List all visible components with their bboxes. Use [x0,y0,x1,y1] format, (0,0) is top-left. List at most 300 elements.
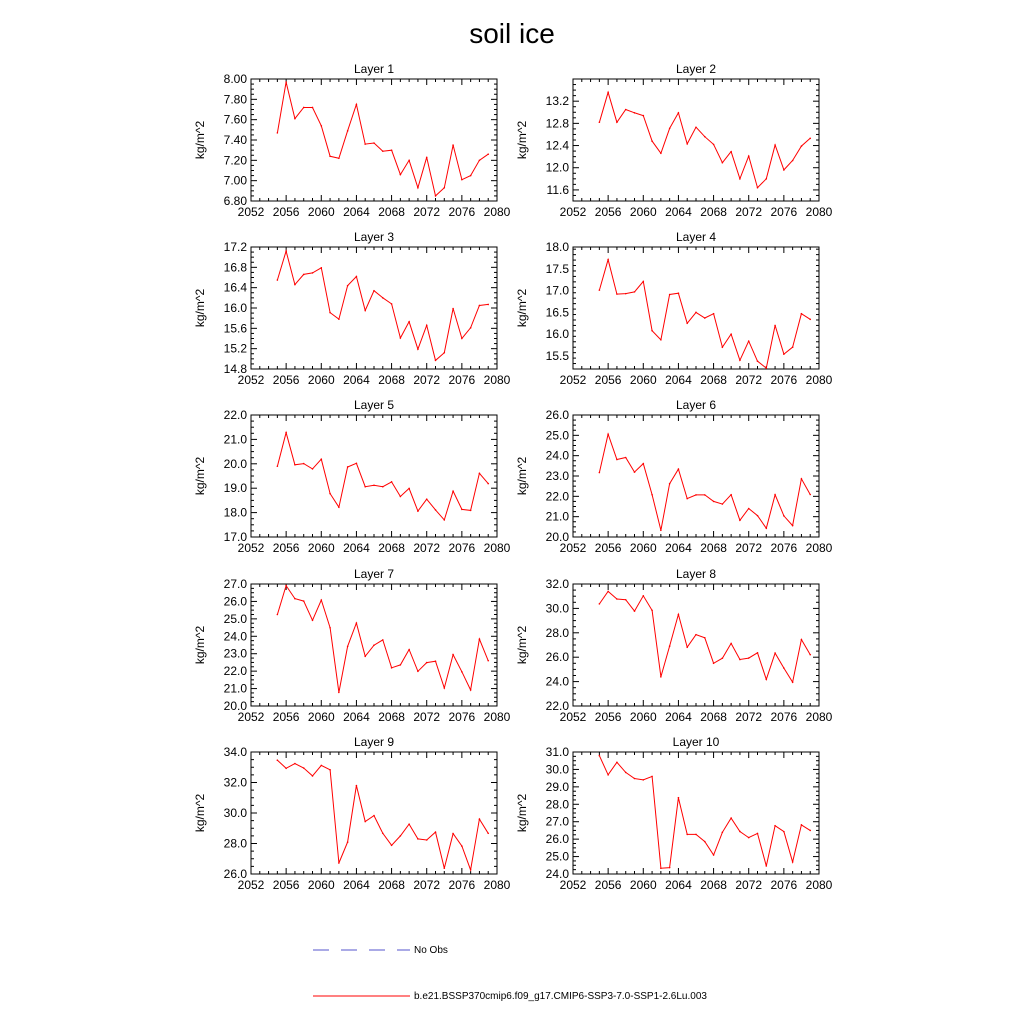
data-point [294,118,296,120]
data-point [461,509,463,511]
data-point [285,81,287,83]
y-tick-label: 23.0 [223,646,247,661]
data-point [312,272,314,274]
data-point [801,824,803,826]
data-point [686,498,688,500]
x-tick-label: 2056 [272,710,300,724]
x-tick-label: 2080 [483,878,511,892]
data-point [678,614,680,616]
data-point [713,501,715,503]
x-tick-label: 2072 [413,541,441,555]
y-tick-label: 12.4 [545,138,569,153]
x-tick-label: 2060 [307,710,335,724]
data-point [400,664,402,666]
x-tick-label: 2072 [413,878,441,892]
data-point [356,104,358,106]
data-point [303,767,305,769]
data-point [417,187,419,189]
data-point [470,689,472,691]
x-tick-label: 2056 [272,878,300,892]
data-point [722,162,724,164]
plot-frame [251,247,497,369]
x-tick-label: 2068 [700,878,727,892]
data-point [757,652,759,654]
plot-frame [573,415,819,537]
data-point [757,833,759,835]
panel-title: Layer 3 [353,230,395,244]
series-line [277,251,488,360]
data-point [599,755,601,757]
data-point [801,478,803,480]
data-point [730,151,732,153]
x-tick-label: 2072 [735,541,763,555]
x-tick-label: 2052 [237,541,265,555]
panel-title: Layer 1 [353,62,395,76]
data-point [765,178,767,180]
y-tick-label: 17.0 [223,530,247,544]
x-tick-label: 2056 [272,205,300,219]
plot-frame [251,79,497,201]
data-point [660,867,662,869]
data-point [792,160,794,162]
x-tick-label: 2064 [343,878,370,892]
data-point [382,297,384,299]
data-point [713,663,715,665]
data-point [660,339,662,341]
y-tick-label: 17.2 [223,240,247,254]
data-point [599,603,601,605]
data-point [642,779,644,781]
data-point [391,303,393,305]
y-tick-label: 27.0 [545,814,569,829]
data-point [730,333,732,335]
data-point [470,327,472,329]
series-line [277,760,488,870]
data-point [329,312,331,314]
panel-layer-5 [193,398,511,555]
data-point [739,178,741,180]
x-tick-label: 2052 [559,710,587,724]
data-point [616,761,618,763]
data-point [277,132,279,134]
y-tick-label: 28.0 [545,797,569,812]
data-point [285,585,287,587]
y-tick-label: 28.0 [545,625,569,640]
y-axis-label: kg/m^2 [515,625,529,665]
panel-title: Layer 10 [672,735,720,749]
data-point [303,274,305,276]
y-tick-label: 27.0 [223,577,247,591]
data-point [765,679,767,681]
y-tick-label: 17.5 [545,261,569,276]
y-tick-label: 15.5 [545,348,569,363]
x-tick-label: 2072 [413,205,441,219]
y-tick-label: 32.0 [545,577,569,591]
data-point [765,527,767,529]
x-tick-label: 2068 [700,710,727,724]
data-point [783,831,785,833]
x-tick-label: 2052 [559,878,587,892]
data-point [686,143,688,145]
data-point [400,496,402,498]
data-point [678,292,680,294]
data-point [757,515,759,517]
y-tick-label: 20.0 [223,456,247,471]
panel-layer-6 [515,398,833,555]
data-point [669,867,671,869]
x-tick-label: 2056 [594,205,622,219]
data-point [809,138,811,140]
panel-title: Layer 6 [675,398,717,412]
data-point [320,125,322,127]
data-point [400,835,402,837]
x-tick-label: 2068 [378,710,405,724]
x-tick-label: 2064 [343,710,370,724]
data-point [722,832,724,834]
x-tick-label: 2076 [770,878,798,892]
x-tick-label: 2068 [700,373,727,387]
data-point [774,144,776,146]
panel-grid [193,62,833,892]
y-tick-label: 7.00 [223,173,247,188]
data-point [312,468,314,470]
data-point [792,346,794,348]
data-point [364,656,366,658]
data-point [686,646,688,648]
data-point [452,833,454,835]
y-tick-label: 22.0 [223,408,247,422]
panel-title: Layer 8 [675,567,717,581]
data-point [599,289,601,291]
y-tick-label: 18.0 [223,505,247,520]
x-tick-label: 2076 [448,373,476,387]
data-point [373,290,375,292]
x-tick-label: 2052 [559,205,587,219]
y-axis-label: kg/m^2 [193,120,207,160]
y-tick-label: 29.0 [545,779,569,794]
data-point [739,359,741,361]
x-tick-label: 2052 [237,373,265,387]
x-tick-label: 2060 [629,373,657,387]
data-point [417,510,419,512]
data-point [364,486,366,488]
data-point [607,774,609,776]
data-point [748,657,750,659]
data-point [809,319,811,321]
data-point [651,494,653,496]
x-tick-label: 2072 [413,373,441,387]
data-point [757,187,759,189]
x-tick-label: 2060 [307,205,335,219]
data-point [774,325,776,327]
data-point [426,324,428,326]
y-tick-label: 30.0 [545,601,569,616]
data-point [765,865,767,867]
data-point [382,832,384,834]
y-tick-label: 16.8 [223,260,247,275]
panel-title: Layer 5 [353,398,395,412]
data-point [651,140,653,142]
data-point [487,483,489,485]
x-tick-label: 2060 [307,541,335,555]
data-point [470,175,472,177]
data-point [443,867,445,869]
data-point [408,823,410,825]
y-tick-label: 20.0 [545,530,569,544]
data-point [338,692,340,694]
data-point [695,634,697,636]
x-tick-label: 2064 [665,878,692,892]
panel-layer-1 [193,62,511,219]
x-tick-label: 2076 [770,541,798,555]
x-tick-label: 2068 [700,541,727,555]
data-point [382,639,384,641]
data-point [748,155,750,157]
plot-frame [251,752,497,874]
data-point [329,493,331,495]
y-tick-label: 13.2 [545,94,569,109]
data-point [294,763,296,765]
x-tick-label: 2064 [665,205,692,219]
x-tick-label: 2080 [483,205,511,219]
y-tick-label: 26.0 [223,594,247,609]
x-tick-label: 2076 [448,878,476,892]
data-point [347,130,349,132]
data-point [391,481,393,483]
data-point [487,660,489,662]
y-tick-label: 19.0 [223,481,247,496]
data-point [461,845,463,847]
y-tick-label: 18.0 [545,240,569,254]
data-point [739,659,741,661]
data-point [320,599,322,601]
data-point [356,276,358,278]
data-point [713,144,715,146]
data-point [713,313,715,315]
data-point [660,153,662,155]
series-line [599,434,810,530]
data-point [382,486,384,488]
data-point [382,150,384,152]
data-point [338,862,340,864]
data-point [695,126,697,128]
y-tick-label: 22.0 [545,699,569,713]
data-point [765,367,767,369]
data-point [391,149,393,151]
data-point [320,765,322,767]
data-point [704,841,706,843]
series-line [599,591,810,682]
data-point [809,494,811,496]
y-tick-label: 24.0 [545,674,569,689]
legend-model-label: b.e21.BSSP370cmip6.f09_g17.CMIP6-SSP3-7.0-SSP1-2.6Lu.003 [414,991,707,1002]
data-point [599,472,601,474]
data-point [452,308,454,310]
data-point [792,861,794,863]
y-tick-label: 8.00 [223,72,247,86]
data-point [443,352,445,354]
data-point [277,465,279,467]
y-axis-label: kg/m^2 [193,288,207,328]
data-point [435,360,437,362]
data-point [634,778,636,780]
x-tick-label: 2072 [735,878,763,892]
series-line [277,586,488,693]
data-point [338,318,340,320]
data-point [347,841,349,843]
data-point [347,466,349,468]
x-tick-label: 2080 [483,373,511,387]
x-tick-label: 2076 [770,710,798,724]
x-tick-label: 2052 [237,205,265,219]
y-axis-label: kg/m^2 [515,456,529,496]
x-tick-label: 2060 [629,710,657,724]
x-tick-label: 2080 [483,710,511,724]
panel-layer-10 [515,735,833,892]
y-tick-label: 22.0 [223,664,247,679]
x-tick-label: 2076 [448,205,476,219]
data-point [479,305,481,307]
data-point [669,294,671,296]
data-point [616,293,618,295]
data-point [730,494,732,496]
data-point [669,128,671,130]
data-point [303,463,305,465]
y-tick-label: 24.0 [223,629,247,644]
data-point [695,494,697,496]
data-point [443,687,445,689]
x-tick-label: 2080 [805,541,833,555]
panel-layer-9 [193,735,511,892]
x-tick-label: 2076 [448,710,476,724]
x-tick-label: 2056 [594,878,622,892]
data-point [373,484,375,486]
panel-title: Layer 2 [675,62,717,76]
data-point [443,187,445,189]
data-point [452,654,454,656]
y-tick-label: 16.4 [223,280,247,295]
data-point [686,834,688,836]
data-point [426,662,428,664]
data-point [757,360,759,362]
data-point [408,649,410,651]
data-point [616,459,618,461]
y-tick-label: 7.40 [223,133,247,147]
data-point [391,667,393,669]
data-point [704,317,706,319]
data-point [479,473,481,475]
x-tick-label: 2076 [770,205,798,219]
panel-layer-2 [515,62,833,219]
y-tick-label: 7.60 [223,112,247,127]
x-tick-label: 2068 [378,541,405,555]
x-tick-label: 2080 [805,710,833,724]
x-tick-label: 2072 [735,373,763,387]
data-point [625,772,627,774]
x-tick-label: 2064 [343,205,370,219]
data-point [487,304,489,306]
data-point [391,845,393,847]
data-point [792,681,794,683]
y-tick-label: 7.20 [223,153,247,168]
y-axis-label: kg/m^2 [515,120,529,160]
data-point [408,488,410,490]
data-point [417,348,419,350]
data-point [435,195,437,197]
data-point [400,174,402,176]
y-tick-label: 26.0 [545,832,569,847]
data-point [435,660,437,662]
data-point [607,92,609,94]
y-tick-label: 17.0 [545,283,569,298]
data-point [364,821,366,823]
data-point [470,510,472,512]
y-tick-label: 14.8 [223,362,247,376]
y-tick-label: 26.0 [545,408,569,422]
x-tick-label: 2068 [378,205,405,219]
data-point [312,619,314,621]
data-point [294,598,296,600]
data-point [625,109,627,111]
data-point [642,115,644,117]
data-point [774,652,776,654]
data-point [338,158,340,160]
data-point [277,279,279,281]
x-tick-label: 2072 [735,710,763,724]
y-tick-label: 23.0 [545,469,569,483]
panel-layer-8 [515,567,833,724]
y-tick-label: 32.0 [223,775,247,790]
x-tick-label: 2076 [770,373,798,387]
data-point [748,508,750,510]
data-point [426,156,428,158]
data-point [607,259,609,261]
chart-title: soil ice [469,18,555,49]
y-axis-label: kg/m^2 [193,625,207,665]
data-point [347,285,349,287]
data-point [607,591,609,593]
y-tick-label: 30.0 [223,806,247,820]
data-point [801,313,803,315]
data-point [461,338,463,340]
data-point [408,321,410,323]
x-tick-label: 2060 [629,541,657,555]
data-point [285,432,287,434]
y-tick-label: 16.0 [545,327,569,342]
data-point [356,622,358,624]
x-tick-label: 2072 [413,710,441,724]
data-point [704,637,706,639]
data-point [783,169,785,171]
data-point [704,494,706,496]
data-point [452,490,454,492]
x-tick-label: 2068 [700,205,727,219]
data-point [435,509,437,511]
data-point [479,638,481,640]
data-point [338,506,340,508]
data-point [364,310,366,312]
data-point [426,839,428,841]
data-point [277,614,279,616]
data-point [783,515,785,517]
x-tick-label: 2064 [665,541,692,555]
data-point [678,468,680,470]
data-point [809,654,811,656]
data-point [739,831,741,833]
y-tick-label: 30.0 [545,762,569,777]
data-point [479,818,481,820]
y-tick-label: 21.0 [223,432,247,447]
